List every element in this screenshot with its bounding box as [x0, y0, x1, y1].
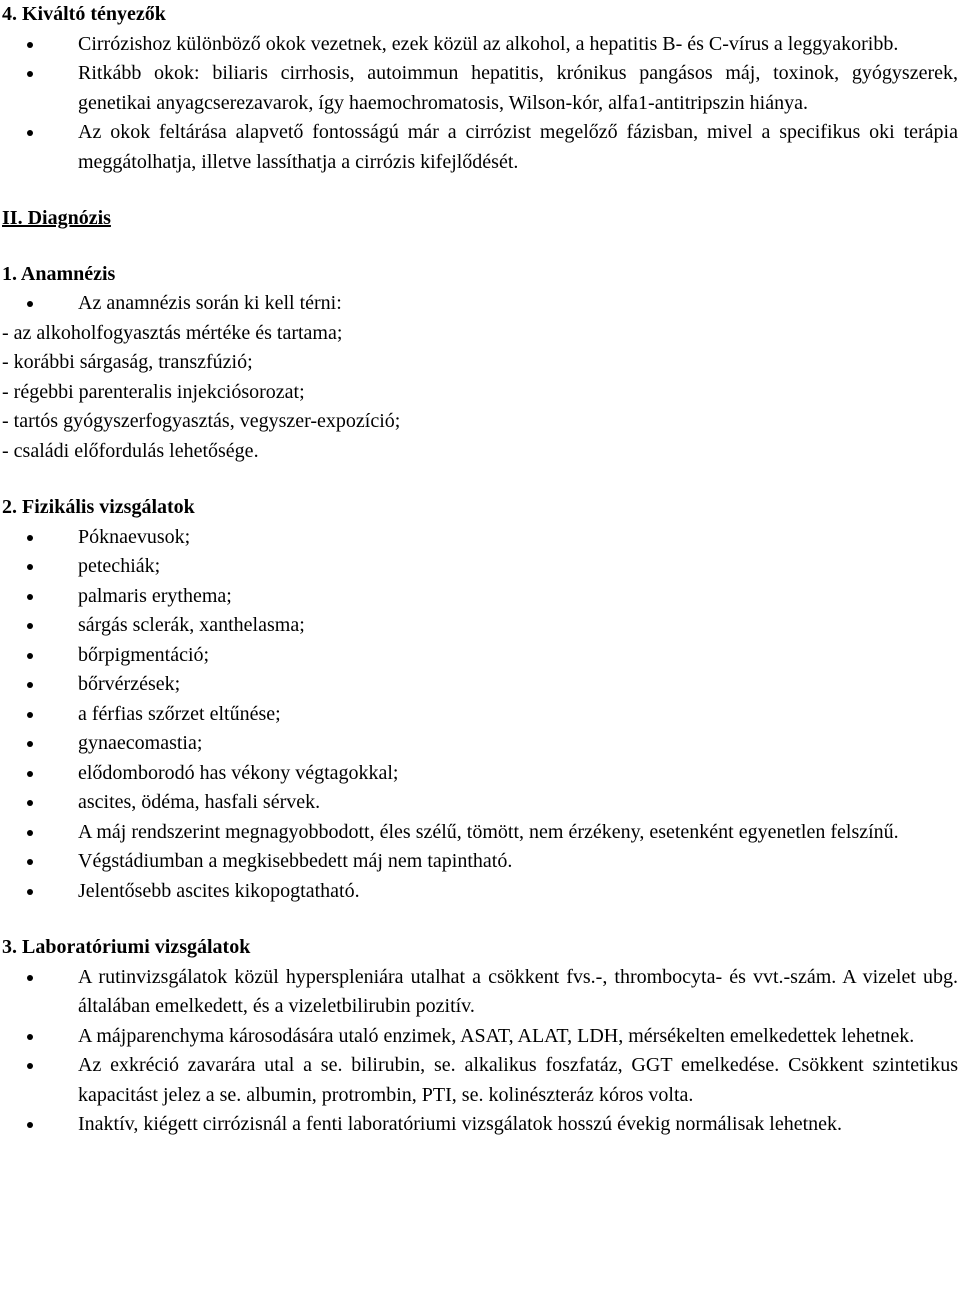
anamnezis-line: - régebbi parenteralis injekciósorozat;	[2, 380, 305, 403]
fizikalis-vizsgalatok-list	[0, 523, 960, 907]
kivalto-tenyezok-list	[0, 30, 960, 178]
list-item: A máj rendszerint megnagyobbodott, éles szélű, tömött, nem érzékeny, esetenként egyenetlen felszínű.	[0, 818, 960, 848]
chapter-heading-diagnozis: II. Diagnózis	[2, 207, 111, 229]
laboratoriumi-vizsgalatok-list	[0, 963, 960, 1140]
anamnezis-line: - az alkoholfogyasztás mértéke és tartama;	[2, 321, 343, 344]
list-item: bőrvérzések;	[0, 670, 960, 700]
section-heading-anamnezis: 1. Anamnézis	[2, 262, 116, 285]
list-item: A májparenchyma károsodására utaló enzimek, ASAT, ALAT, LDH, mérsékelten emelkedettek lehetnek.	[0, 1022, 960, 1052]
anamnezis-line: - korábbi sárgaság, transzfúzió;	[2, 351, 253, 373]
list-item: gynaecomastia;	[0, 729, 960, 759]
list-item: Inaktív, kiégett cirrózisnál a fenti laboratóriumi vizsgálatok hosszú évekig normálisak lehetnek.	[0, 1110, 960, 1140]
list-item: palmaris erythema;	[0, 582, 960, 612]
list-item: Cirrózishoz különböző okok vezetnek, ezek közül az alkohol, a hepatitis B- és C-vírus a leggyakoribb.	[0, 30, 960, 60]
section-heading-fizikalis-vizsgalatok: 2. Fizikális vizsgálatok	[2, 496, 195, 518]
list-item: petechiák;	[0, 552, 960, 582]
list-item: a férfias szőrzet eltűnése;	[0, 700, 960, 730]
list-item: A rutinvizsgálatok közül hyperspleniára utalhat a csökkent fvs.-, thrombocyta- és vvt.-szám. A vizelet ubg. általában emelkedett, és a vizeletbilirubin pozitív.	[0, 963, 960, 1022]
list-item: Az okok feltárása alapvető fontosságú már a cirrózist megelőző fázisban, mivel a specifikus oki terápia meggátolhatja, illetve lassíthatja a cirrózis kifejlődését.	[0, 118, 960, 177]
list-item: Jelentősebb ascites kikopogtatható.	[0, 877, 960, 907]
section-heading-laboratoriumi-vizsgalatok: 3. Laboratóriumi vizsgálatok	[2, 936, 251, 958]
list-item: Az anamnézis során ki kell térni:	[0, 289, 960, 319]
list-item: Az exkréció zavarára utal a se. bilirubin, se. alkalikus foszfatáz, GGT emelkedése. Csökkent szintetikus kapacitást jelez a se. albumin, protrombin, PTI, se. kolinészteráz kóros volta.	[0, 1051, 960, 1110]
list-item: ascites, ödéma, hasfali sérvek.	[0, 788, 960, 818]
list-item: sárgás sclerák, xanthelasma;	[0, 611, 960, 641]
list-item: elődomborodó has vékony végtagokkal;	[0, 759, 960, 789]
anamnezis-list	[0, 289, 960, 319]
list-item: Végstádiumban a megkisebbedett máj nem tapintható.	[0, 847, 960, 877]
anamnezis-line: - családi előfordulás lehetősége.	[2, 439, 259, 462]
anamnezis-line: - tartós gyógyszerfogyasztás, vegyszer-expozíció;	[2, 410, 401, 432]
list-item: Póknaevusok;	[0, 523, 960, 553]
list-item: Ritkább okok: biliaris cirrhosis, autoimmun hepatitis, krónikus pangásos máj, toxinok, gyógyszerek, genetikai anyagcserezavarok, így haemochromatosis, Wilson-kór, alfa1-antitripszin hiánya.	[0, 59, 960, 118]
section-heading-kivalto-tenyezok: 4. Kiváltó tényezők	[2, 3, 166, 25]
list-item: bőrpigmentáció;	[0, 641, 960, 671]
